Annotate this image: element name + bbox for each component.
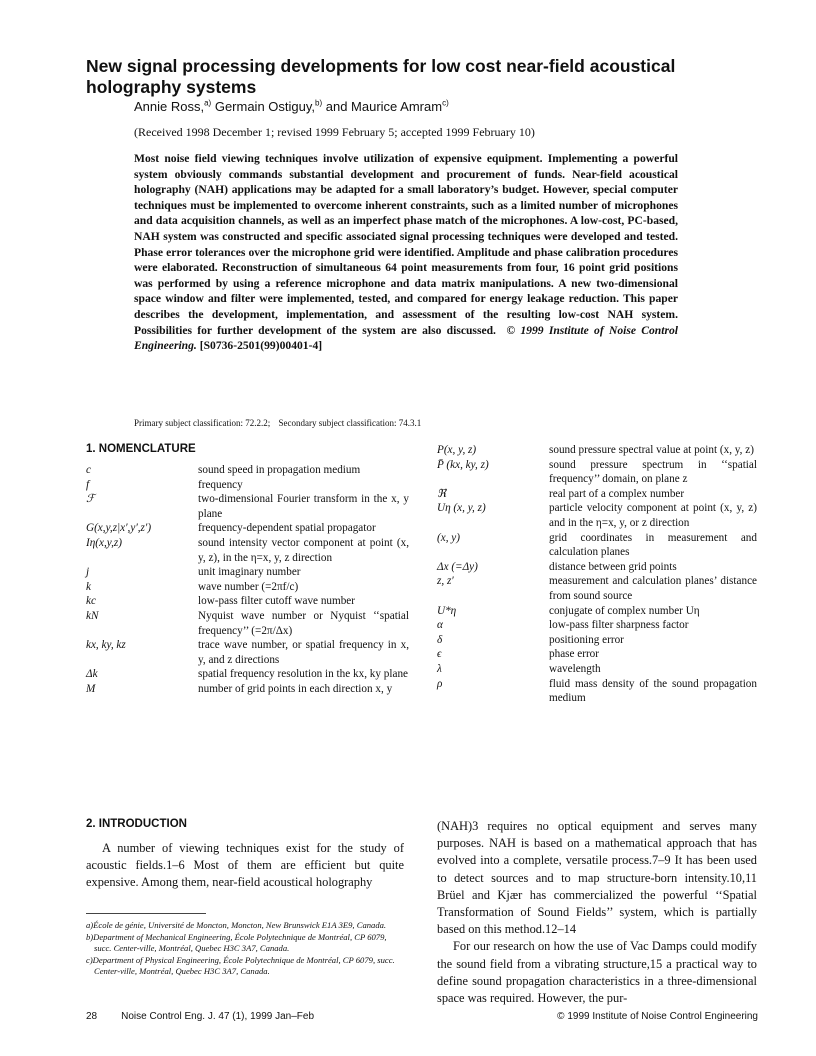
footer-copyright: © 1999 Institute of Noise Control Engineering xyxy=(557,1011,758,1022)
nomenclature-desc: sound speed in propagation medium xyxy=(198,464,361,476)
affiliation-mark: b) xyxy=(315,98,323,108)
nomenclature-entry xyxy=(437,647,757,662)
nomenclature-entry xyxy=(437,662,757,677)
nomenclature-desc: phase error xyxy=(549,648,600,661)
nomenclature-desc: Nyquist wave number or Nyquist ‘‘spatial frequency’’ (=2π/Δx) xyxy=(198,609,409,637)
nomenclature-symbol: z, z′ xyxy=(437,575,454,588)
nomenclature-heading: 1. NOMENCLATURE xyxy=(86,443,196,455)
footnote: c)Department of Physical Engineering, École Polytechnique de Montréal, CP 6079, succ. Center-ville, Montréal, Quebec H3C 3A7, Canada. xyxy=(86,954,395,977)
abstract-copyright: © 1999 Institute of Noise Control Engineering. xyxy=(134,323,678,353)
nomenclature-right-list xyxy=(437,443,757,706)
nomenclature-desc: unit imaginary number xyxy=(198,566,301,579)
nomenclature-left-list xyxy=(86,463,409,697)
nomenclature-symbol: kc xyxy=(86,595,96,608)
nomenclature-desc: wave number (=2πf/c) xyxy=(198,580,299,593)
nomenclature-symbol: ℱ xyxy=(86,493,95,506)
nomenclature-entry xyxy=(437,458,757,487)
abstract-doi: [S0736-2501(99)00401-4] xyxy=(199,339,323,353)
introduction-paragraph: A number of viewing techniques exist for the study of acoustic fields.1–6 Most of them are efficient but quite expensive. Among them, near-field acoustical holography xyxy=(86,841,404,890)
nomenclature-entry xyxy=(86,463,409,478)
nomenclature-desc: spatial frequency resolution in the kx, ky plane xyxy=(198,668,409,681)
nomenclature-entry xyxy=(86,565,409,580)
nomenclature-entry xyxy=(86,521,409,536)
nomenclature-entry xyxy=(437,531,757,560)
nomenclature-symbol: Δx (=Δy) xyxy=(437,560,478,573)
nomenclature-symbol: kx, ky, kz xyxy=(86,639,126,652)
footnote-divider xyxy=(86,913,206,914)
nomenclature-desc: real part of a complex number xyxy=(549,487,685,500)
nomenclature-symbol: λ xyxy=(437,662,442,675)
nomenclature-symbol: c xyxy=(86,464,91,476)
nomenclature-entry xyxy=(437,443,757,458)
nomenclature-desc: sound pressure spectral value at point (x, y, z) xyxy=(549,444,754,456)
nomenclature-symbol: j xyxy=(86,566,90,579)
page-footer xyxy=(86,1011,758,1022)
nomenclature-desc: positioning error xyxy=(549,633,624,646)
affiliation-mark: a) xyxy=(204,98,212,108)
abstract xyxy=(134,151,678,354)
nomenclature-symbol: f xyxy=(86,478,90,491)
secondary-classification: Secondary subject classification: 74.3.1 xyxy=(278,418,422,428)
nomenclature-desc: wavelength xyxy=(549,662,601,675)
nomenclature-symbol: G(x,y,z|x′,y′,z′) xyxy=(86,522,152,535)
nomenclature-entry xyxy=(437,604,757,619)
nomenclature-desc: measurement and calculation planes’ distance from sound source xyxy=(549,575,757,602)
introduction-heading: 2. INTRODUCTION xyxy=(86,818,187,830)
nomenclature-symbol: k xyxy=(86,580,91,593)
nomenclature-desc: grid coordinates in measurement and calculation planes xyxy=(549,531,757,559)
nomenclature-entry xyxy=(86,682,409,697)
nomenclature-entry xyxy=(86,594,409,609)
nomenclature-entry xyxy=(437,633,757,648)
nomenclature-symbol: Iη(x,y,z) xyxy=(86,536,122,549)
nomenclature-symbol: M xyxy=(86,682,96,695)
nomenclature-desc: distance between grid points xyxy=(549,560,677,573)
introduction-right-column xyxy=(437,818,757,1007)
nomenclature-entry xyxy=(437,677,757,706)
page-number: 28 xyxy=(86,1011,98,1022)
journal-citation: Noise Control Eng. J. 47 (1), 1999 Jan–Feb xyxy=(121,1011,315,1022)
nomenclature-desc: number of grid points in each direction x, y xyxy=(198,682,393,695)
nomenclature-desc: sound pressure spectrum in ‘‘spatial frequency’’ domain, on plane z xyxy=(549,458,757,486)
footnotes xyxy=(86,920,404,978)
nomenclature-entry xyxy=(437,501,757,530)
nomenclature-desc: frequency xyxy=(198,478,243,491)
nomenclature-entry xyxy=(86,478,409,493)
nomenclature-desc: low-pass filter cutoff wave number xyxy=(198,595,355,608)
nomenclature-entry xyxy=(86,580,409,595)
nomenclature-entry xyxy=(437,560,757,575)
nomenclature-symbol: U*η xyxy=(437,604,457,617)
nomenclature-entry xyxy=(86,492,409,521)
received-dates: (Received 1998 December 1; revised 1999 February 5; accepted 1999 February 10) xyxy=(134,125,535,139)
introduction-paragraph: (NAH)3 requires no optical equipment and serves many purposes. NAH is based on a mathematical approach that has evolved into a complete, versatile process.7–9 It has been used to detect sources and to map structure-born intensity.10,11 Brüel and Kjær has commercialized the powerful ‘‘Spatial Transformation of Sound Fields’’ system, which is partially based on this method.12–14 xyxy=(437,819,757,937)
abstract-body: Most noise field viewing techniques involve utilization of expensive equipment. Implementing a powerful system obviously commands substantial development and procurement of funds. Near-field acoustical holography (NAH) applications may be adapted for a small laboratory’s budget. However, special computer techniques must be implemented to overcome inherent constraints, such as a limited number of microphones and data acquisition channels, as well as an imperfect phase match of the microphones. A low-cost, PC-based, NAH system was constructed and specific associated signal processing techniques were developed and tested. Phase error tolerances over the microphone grid were identified. Amplitude and phase calibration procedures were elaborated. Reconstruction of simultaneous 64 point measurements from four, 16 point grid positions was performed by using a reference microphone and data matrix manipulations. A new two-dimensional space window and filter were implemented, tested, and compared for energy leakage reduction. This paper describes the development, implementation, and assessment of the resulting low-cost NAH system. Possibilities for further development of the system are also discussed. xyxy=(134,152,678,337)
nomenclature-desc: sound intensity vector component at point (x, y, z), in the η=x, y, z direction xyxy=(198,536,409,564)
nomenclature-desc: particle velocity component at point (x, y, z) and in the η=x, y, or z direction xyxy=(549,502,757,529)
affiliation-mark: c) xyxy=(442,98,449,108)
nomenclature-desc: two-dimensional Fourier transform in the x, y plane xyxy=(198,493,409,520)
nomenclature-symbol: Uη (x, y, z) xyxy=(437,502,486,515)
paper-title: New signal processing developments for low cost near-field acoustical holography systems xyxy=(86,56,676,97)
introduction-paragraph: For our research on how the use of Vac Damps could modify the sound field from a vibrating structure,15 a practical way to define sound propagation characteristics in a three-dimensional space was required. However, the pur- xyxy=(437,939,757,1006)
nomenclature-desc: low-pass filter sharpness factor xyxy=(549,619,689,632)
nomenclature-symbol: P̄ (kx, ky, z) xyxy=(437,458,489,471)
nomenclature-symbol: ϵ xyxy=(437,648,442,661)
nomenclature-entry xyxy=(86,638,409,667)
nomenclature-symbol: δ xyxy=(437,633,443,646)
nomenclature-desc: frequency-dependent spatial propagator xyxy=(198,522,376,535)
footnote: a)École de génie, Université de Moncton, Moncton, New Brunswick E1A 3E9, Canada. xyxy=(86,920,387,930)
nomenclature-symbol: α xyxy=(437,619,443,632)
footnote: b)Department of Mechanical Engineering, École Polytechnique de Montréal, CP 6079, succ. Center-ville, Montréal, Quebec H3C 3A7, Canada. xyxy=(86,931,387,954)
nomenclature-entry xyxy=(86,536,409,565)
nomenclature-symbol: Δk xyxy=(86,668,98,681)
nomenclature-entry xyxy=(437,618,757,633)
author-name: Germain Ostiguy, xyxy=(211,99,316,114)
nomenclature-symbol: P(x, y, z) xyxy=(437,444,477,456)
nomenclature-entry xyxy=(437,574,757,603)
nomenclature-desc: fluid mass density of the sound propagation medium xyxy=(549,677,757,705)
nomenclature-symbol: (x, y) xyxy=(437,531,460,544)
nomenclature-entry xyxy=(437,487,757,502)
nomenclature-desc: conjugate of complex number Uη xyxy=(549,604,700,617)
nomenclature-entry xyxy=(86,609,409,638)
nomenclature-symbol: kN xyxy=(86,609,99,622)
nomenclature-desc: trace wave number, or spatial frequency in x, y, and z directions xyxy=(198,639,409,666)
primary-classification: Primary subject classification: 72.2.2; xyxy=(134,418,271,428)
nomenclature-symbol: ℜ xyxy=(437,487,447,500)
nomenclature-symbol: ρ xyxy=(437,677,443,690)
nomenclature-entry xyxy=(86,667,409,682)
author-name: Annie Ross, xyxy=(134,99,205,114)
author-list xyxy=(134,99,449,114)
author-name: and Maurice Amram xyxy=(322,99,443,114)
subject-classification xyxy=(134,418,427,428)
